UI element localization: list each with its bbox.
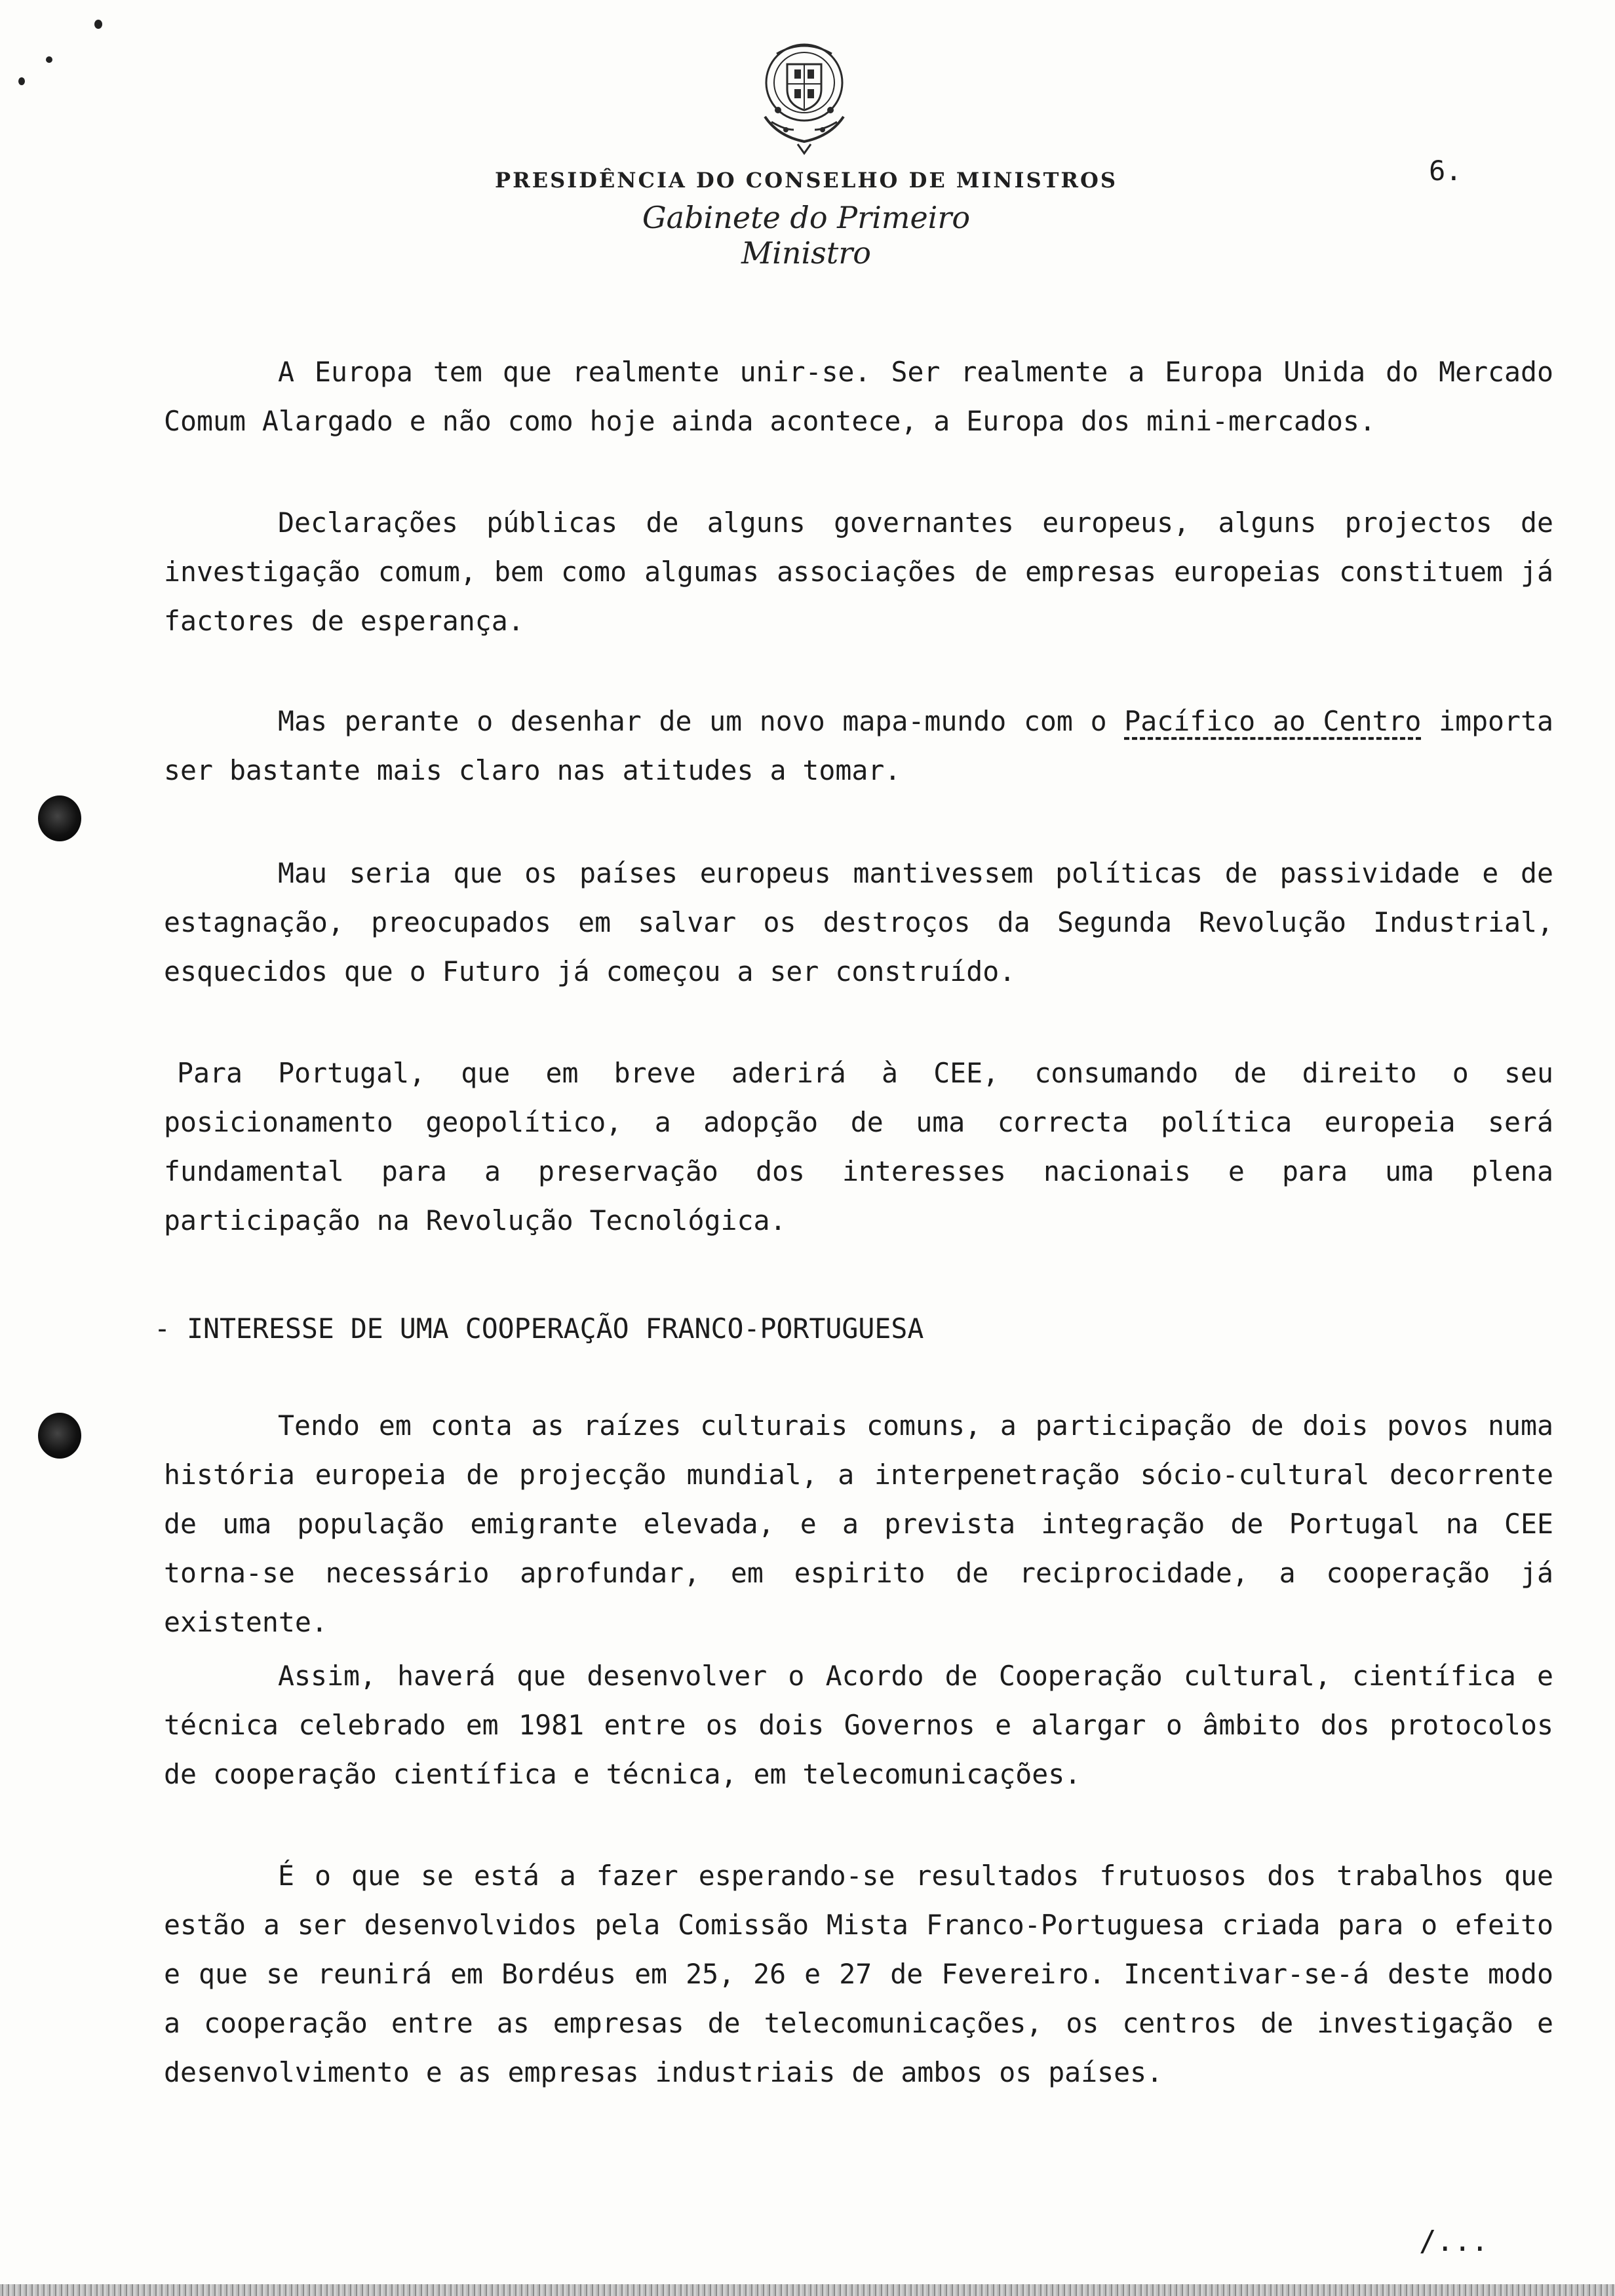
- paragraph-joint-commission: É o que se está a fazer esperando-se resultados frutuosos dos trabalhos que estão a ser desenvolvidos pela Comissão Mista Franco-Portuguesa criada para o efeito e que se reunirá em Bordéus em 25, 26 e 27 de Fevereiro. Incentivar-se-á deste modo a cooperação entre as empresas de telecomunicações, os centros de investigação e desenvolvimento e as empresas industriais de ambos os países.: [164, 1860, 1553, 2088]
- header-office: Gabinete do Primeiro Ministro: [642, 200, 971, 271]
- paragraph-text: importa ser bastante mais claro nas atitudes a tomar.: [164, 705, 1553, 786]
- scan-bottom-edge: [0, 2284, 1615, 2296]
- paragraph-portugal-cee: Para Portugal, que em breve aderirá à CEE, consumando de direito o seu posicionamento geopolítico, a adopção de uma correcta política europeia será fundamental para a preservação dos interesses nacionais e para uma plena participação na Revolução Tecnológica.: [164, 1057, 1553, 1236]
- scan-speck: [94, 20, 102, 29]
- scan-speck: [18, 77, 25, 85]
- section-heading: - INTERESSE DE UMA COOPERAÇÃO FRANCO-PORTUGUESA: [154, 1312, 924, 1345]
- paragraph-europe-unite: A Europa tem que realmente unir-se. Ser realmente a Europa Unida do Mercado Comum Alargado e não como hoje ainda acontece, a Europa dos mini-mercados.: [164, 356, 1553, 437]
- paragraph-cultural-roots: Tendo em conta as raízes culturais comuns, a participação de dois povos numa história europeia de projecção mundial, a interpenetração sócio-cultural decorrente de uma população emigrante elevada, e a prevista integração de Portugal na CEE torna-se necessário aprofundar, em espirito de reciprocidade, a cooperação já existente.: [164, 1409, 1553, 1638]
- header-organization: PRESIDÊNCIA DO CONSELHO DE MINISTROS: [495, 168, 1118, 193]
- underlined-phrase: Pacífico ao Centro: [1124, 705, 1422, 737]
- paragraph-public-declarations: Declarações públicas de alguns governantes europeus, alguns projectos de investigação comum, bem como algumas associações de empresas europeias constituem já factores de esperança.: [164, 507, 1553, 637]
- coat-of-arms-seal: [739, 31, 870, 156]
- continuation-mark: /...: [1419, 2225, 1489, 2258]
- page-number: 6.: [1429, 155, 1462, 187]
- punch-hole-upper: [38, 795, 81, 841]
- paragraph-pacific-centre: [164, 697, 1553, 795]
- paragraph-cooperation-agreement: Assim, haverá que desenvolver o Acordo de Cooperação cultural, científica e técnica celebrado em 1981 entre os dois Governos e alargar o âmbito dos protocolos de cooperação científica e técnica, em telecomunicações.: [164, 1660, 1553, 1790]
- punch-hole-lower: [38, 1413, 81, 1459]
- paragraph-european-passivity: Mau seria que os países europeus mantivessem políticas de passividade e de estagnação, preocupados em salvar os destroços da Segunda Revolução Industrial, esquecidos que o Futuro já começou a ser construído.: [164, 857, 1553, 987]
- paragraph-text: Mas perante o desenhar de um novo mapa-mundo com o: [278, 705, 1125, 737]
- scan-speck: [46, 56, 52, 63]
